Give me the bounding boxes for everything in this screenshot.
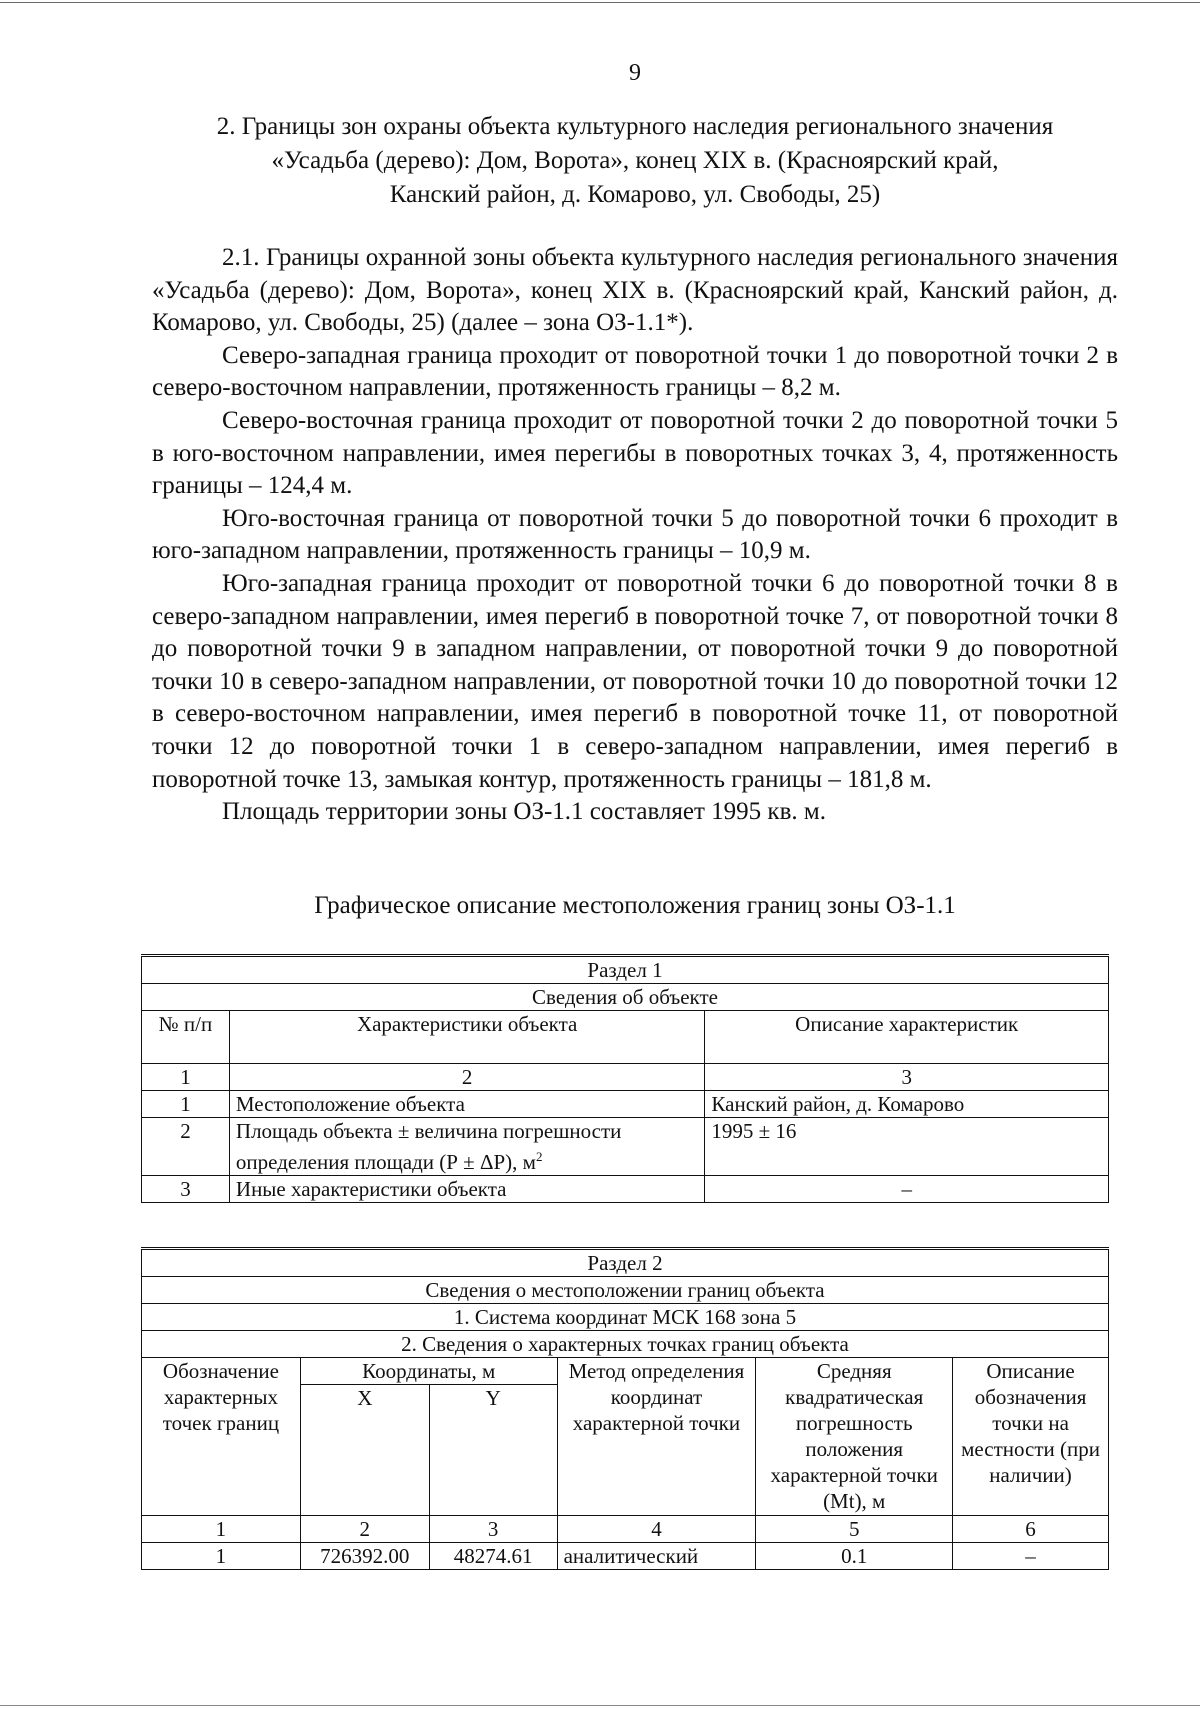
paragraph: Северо-восточная граница проходит от поворотной точки 2 до поворотной точки 5 в юго-восточном направлении, имея перегибы в поворотных точках 3, 4, протяженность границы – 124,4 м. [152,406,1118,500]
row-number: 1 [142,1091,230,1118]
column-number: 2 [229,1064,705,1091]
header-designation: Обозначение характерных точек границ [142,1358,301,1516]
row-characteristic-text: Площадь объекта ± величина погрешности определения площади (Р ± ΔР), м [235,1119,622,1174]
row-description: 1995 ± 16 [705,1118,1109,1176]
table-caption: Графическое описание местоположения границ зоны ОЗ-1.1 [314,892,956,919]
column-number: 4 [557,1516,756,1543]
section2-table [141,1247,1109,1570]
column-number: 1 [142,1516,301,1543]
column-number: 1 [142,1064,230,1091]
scan-edge-top [0,2,1200,3]
column-number: 2 [300,1516,429,1543]
table-row [142,1176,1109,1203]
superscript: 2 [535,1149,543,1164]
section1-title: Раздел 1 [142,956,1109,984]
section1-table [141,954,1109,1203]
point-method: аналитический [557,1543,756,1570]
header-point-description: Описание обозначения точки на местности (при наличии) [953,1358,1109,1516]
table-row [142,1543,1109,1570]
row-number: 2 [142,1118,230,1176]
section2-subtitle: Сведения о местоположении границ объекта [142,1277,1109,1304]
page-number: 9 [629,60,641,86]
row-number: 3 [142,1176,230,1203]
point-error: 0.1 [756,1543,953,1570]
header-x: X [300,1385,429,1516]
point-number: 1 [142,1543,301,1570]
row-characteristic [229,1118,705,1176]
column-number: 6 [953,1516,1109,1543]
coordinate-system: 1. Система координат МСК 168 зона 5 [142,1304,1109,1331]
column-number: 5 [756,1516,953,1543]
points-title: 2. Сведения о характерных точках границ объекта [142,1331,1109,1358]
header-description: Описание характеристик [705,1011,1109,1064]
section-heading [150,110,1120,212]
row-description: Канский район, д. Комарово [705,1091,1109,1118]
table-row [142,1091,1109,1118]
point-y: 48274.61 [429,1543,557,1570]
row-description: – [705,1176,1109,1203]
scan-edge-bottom [0,1705,1200,1706]
paragraph: Площадь территории зоны ОЗ-1.1 составляет 1995 кв. м. [222,798,826,826]
header-method: Метод определения координат характерной точки [557,1358,756,1516]
header-characteristics: Характеристики объекта [229,1011,705,1064]
section2-title: Раздел 2 [142,1249,1109,1277]
section1-subtitle: Сведения об объекте [142,984,1109,1011]
column-number: 3 [705,1064,1109,1091]
paragraph: Юго-восточная граница от поворотной точки 5 до поворотной точки 6 проходит в юго-западном направлении, протяженность границы – 10,9 м. [152,504,1118,565]
row-characteristic: Иные характеристики объекта [229,1176,705,1203]
table-row [142,1118,1109,1176]
heading-line: Канский район, д. Комарово, ул. Свободы, 25) [389,181,881,208]
header-number: № п/п [142,1011,230,1064]
header-y: Y [429,1385,557,1516]
paragraph: Юго-западная граница проходит от поворотной точки 6 до поворотной точки 8 в северо-западном направлении, имея перегиб в поворотной точке 7, от поворотной точки 8 до поворотной точки 9 в западном направлении, от поворотной точки 9 до поворотной точки 10 в северо-западном направлении, от поворотной точки 10 до поворотной точки 12 в северо-восточном направлении, имея перегиб в поворотной точке 11, от поворотной точки 12 до поворотной точки 1 в северо-западном направлении, имея перегиб в поворотной точке 13, замыкая контур, протяженность границы – 181,8 м. [152,569,1118,793]
header-error: Средняя квадратическая погрешность положения характерной точки (Mt), м [756,1358,953,1516]
header-coordinates: Координаты, м [300,1358,557,1385]
point-description: – [953,1543,1109,1570]
heading-line: «Усадьба (дерево): Дом, Ворота», конец XIX в. (Красноярский край, [271,147,999,174]
column-number: 3 [429,1516,557,1543]
heading-line: 2. Границы зон охраны объекта культурного наследия регионального значения [216,113,1054,140]
paragraph: Северо-западная граница проходит от поворотной точки 1 до поворотной точки 2 в северо-восточном направлении, протяженность границы – 8,2 м. [152,341,1118,402]
point-x: 726392.00 [300,1543,429,1570]
row-characteristic: Местоположение объекта [229,1091,705,1118]
body-text [152,242,1118,829]
paragraph: 2.1. Границы охранной зоны объекта культурного наследия регионального значения «Усадьба (дерево): Дом, Ворота», конец XIX в. (Красноярский край, Канский район, д. Комарово, ул. Свободы, 25) (далее – зона ОЗ-1.1*). [152,244,1118,337]
